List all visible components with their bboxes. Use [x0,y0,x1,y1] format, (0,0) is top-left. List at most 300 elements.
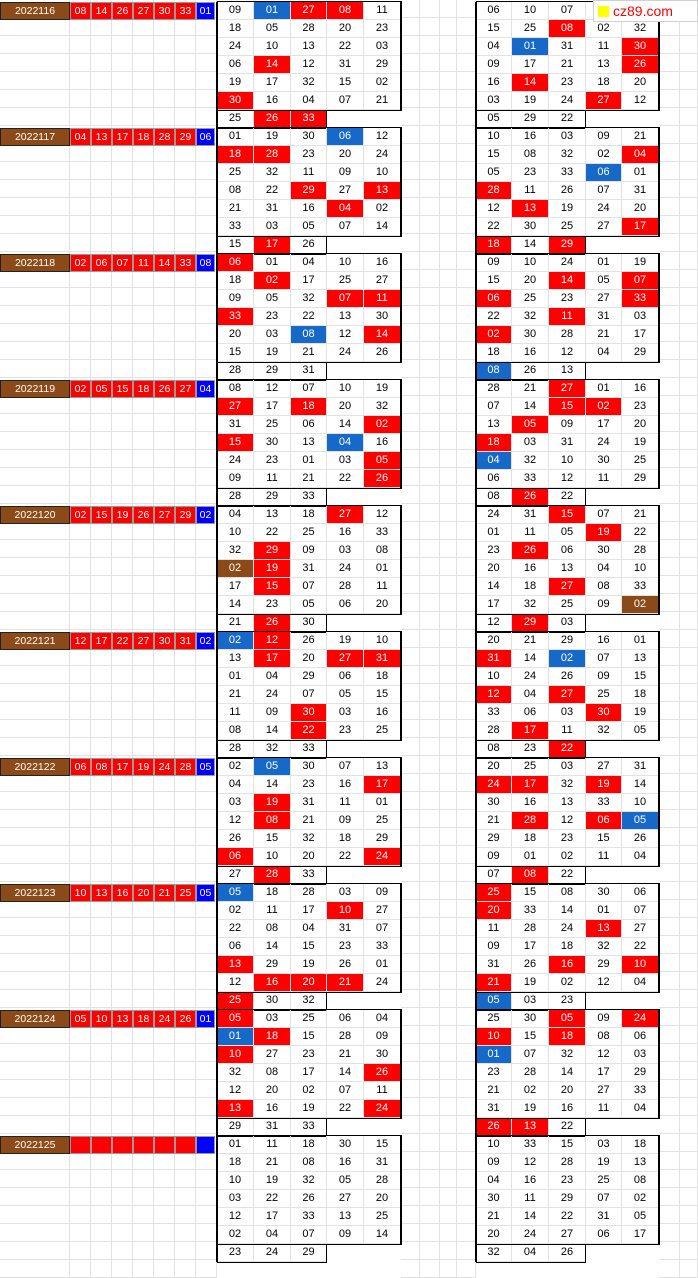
grid-cell [70,684,91,702]
grid-cell [0,36,70,54]
number-cell: 13 [512,1118,549,1136]
number-cell: 17 [364,776,401,794]
number-cell: 20 [291,848,327,866]
grid-cell [401,432,420,450]
grid-cell [154,432,175,450]
grid-cell [401,522,420,540]
grid-cell [0,990,70,1008]
number-cell: 06 [291,416,327,434]
number-cell: 28 [364,1172,401,1190]
grid-cell [659,162,680,180]
grid-cell [175,18,196,36]
number-cell: 19 [622,704,659,722]
number-cell: 21 [476,974,512,992]
number-cell: 30 [327,1136,364,1154]
grid-cell [196,270,217,288]
number-cell: 04 [476,1172,512,1190]
grid-cell [420,1188,440,1206]
grid-cell [70,270,91,288]
number-cell: 15 [217,344,254,362]
grid-cell [457,540,476,558]
number-cell: 08 [291,326,327,344]
grid-cell [133,936,154,954]
grid-line [658,758,660,866]
number-cell: 07 [327,290,364,308]
grid-line [476,1009,660,1010]
logo-square-icon [598,6,609,17]
grid-cell [196,1080,217,1098]
grid-cell [112,216,133,234]
grid-cell [440,1062,457,1080]
grid-cell [659,972,680,990]
grid-cell [680,342,698,360]
grid-cell [112,1242,133,1260]
grid-cell [175,936,196,954]
grid-cell [680,252,698,270]
grid-cell [133,450,154,468]
number-cell: 02 [622,596,659,614]
number-cell: 05 [622,1208,659,1226]
grid-cell [420,774,440,792]
grid-cell [0,108,70,126]
number-cell: 08 [476,362,512,380]
grid-cell [70,54,91,72]
grid-cell [91,1224,112,1242]
grid-cell [133,684,154,702]
grid-cell [91,792,112,810]
number-cell: 25 [549,218,586,236]
number-cell: 09 [586,128,622,146]
grid-cell [91,1170,112,1188]
grid-cell [401,1080,420,1098]
number-cell: 27 [586,1082,622,1100]
grid-cell [196,1224,217,1242]
number-cell: 19 [622,254,659,272]
number-cell: 20 [549,1082,586,1100]
number-cell: 27 [549,578,586,596]
number-cell: 33 [512,470,549,488]
grid-cell [401,288,420,306]
number-cell: 27 [586,290,622,308]
grid-cell [91,774,112,792]
grid-cell [91,954,112,972]
number-cell: 22 [291,308,327,326]
site-logo[interactable] [593,0,698,22]
number-cell: 20 [476,758,512,776]
number-cell: 03 [327,704,364,722]
number-cell: 25 [476,884,512,902]
number-cell: 24 [217,38,254,56]
number-cell: 33 [291,1208,327,1226]
grid-cell [420,972,440,990]
number-cell: 24 [622,1010,659,1028]
grid-cell [175,774,196,792]
number-cell: 04 [586,344,622,362]
number-cell: 23 [254,308,291,326]
number-cell: 26 [254,614,291,632]
grid-cell [0,342,70,360]
grid-cell [457,270,476,288]
grid-cell [420,576,440,594]
number-cell: 32 [549,146,586,164]
number-cell: 23 [476,1064,512,1082]
red-ball: 21 [154,884,175,902]
grid-cell [401,252,420,270]
grid-cell [154,900,175,918]
number-cell: 03 [512,434,549,452]
grid-cell [440,288,457,306]
red-ball: 06 [70,758,91,776]
grid-cell [196,684,217,702]
grid-cell [112,306,133,324]
number-cell: 27 [586,218,622,236]
grid-cell [401,630,420,648]
grid-cell [154,270,175,288]
number-cell: 22 [327,38,364,56]
grid-cell [420,324,440,342]
number-cell: 04 [291,920,327,938]
number-cell: 30 [217,92,254,110]
number-cell: 08 [217,182,254,200]
red-ball: 30 [154,2,175,20]
grid-cell [196,144,217,162]
grid-cell [175,954,196,972]
grid-cell [175,792,196,810]
grid-cell [133,558,154,576]
grid-cell [91,432,112,450]
grid-cell [154,1026,175,1044]
grid-cell [401,198,420,216]
number-cell: 06 [217,56,254,74]
grid-cell [70,1152,91,1170]
number-cell: 02 [217,758,254,776]
grid-cell [440,486,457,504]
grid-cell [680,1206,698,1224]
number-cell: 08 [254,1064,291,1082]
number-cell: 16 [549,1100,586,1118]
grid-cell [154,1224,175,1242]
number-cell: 27 [217,866,254,884]
grid-cell [659,1116,680,1134]
grid-cell [420,1008,440,1026]
grid-cell [457,1188,476,1206]
grid-cell [112,414,133,432]
number-cell: 33 [622,578,659,596]
grid-cell [401,234,420,252]
grid-cell [133,486,154,504]
blue-ball: 05 [196,758,215,776]
grid-cell [0,1080,70,1098]
grid-cell [440,720,457,738]
grid-cell [0,1116,70,1134]
grid-cell [659,702,680,720]
grid-cell [0,1044,70,1062]
grid-cell [175,72,196,90]
grid-line [217,1009,402,1010]
grid-cell [680,450,698,468]
number-cell: 20 [622,200,659,218]
number-cell: 01 [217,1136,254,1154]
grid-cell [420,180,440,198]
number-cell: 07 [476,398,512,416]
grid-cell [457,1134,476,1152]
grid-cell [659,648,680,666]
grid-cell [196,414,217,432]
number-cell: 24 [217,452,254,470]
grid-cell [420,918,440,936]
red-ball: 10 [91,1010,112,1028]
grid-cell [0,648,70,666]
grid-line [476,505,660,506]
grid-cell [175,396,196,414]
number-cell: 28 [291,20,327,38]
number-cell: 32 [254,740,291,758]
grid-cell [196,486,217,504]
grid-cell [401,324,420,342]
grid-cell [91,936,112,954]
number-cell: 16 [512,344,549,362]
grid-cell [401,720,420,738]
grid-cell [112,810,133,828]
grid-cell [440,1260,457,1278]
grid-cell [420,126,440,144]
number-cell: 09 [291,542,327,560]
grid-cell [680,846,698,864]
number-cell: 10 [622,560,659,578]
grid-cell [91,198,112,216]
grid-cell [457,792,476,810]
grid-cell [196,1260,217,1278]
number-cell: 29 [254,362,291,380]
grid-cell [70,1170,91,1188]
number-cell: 25 [217,992,254,1010]
grid-line [476,236,660,237]
grid-cell [154,1242,175,1260]
number-cell: 05 [327,1172,364,1190]
grid-cell [420,1242,440,1260]
number-cell: 20 [327,20,364,38]
grid-cell [0,540,70,558]
grid-cell [401,1260,420,1278]
number-cell: 28 [327,1028,364,1046]
number-cell: 13 [327,1208,364,1226]
number-cell: 27 [254,1046,291,1064]
number-cell: 12 [549,470,586,488]
number-cell: 32 [217,542,254,560]
grid-cell [70,972,91,990]
number-cell: 23 [512,164,549,182]
number-cell: 05 [364,452,401,470]
grid-cell [0,1062,70,1080]
grid-cell [175,540,196,558]
grid-cell [401,1044,420,1062]
grid-cell [70,216,91,234]
grid-line [326,614,327,632]
number-cell: 11 [476,920,512,938]
number-cell: 30 [512,218,549,236]
grid-cell [112,198,133,216]
grid-line [476,631,660,632]
grid-cell [196,1188,217,1206]
number-cell: 11 [364,1082,401,1100]
grid-line [658,254,660,362]
grid-cell [680,630,698,648]
grid-cell [175,486,196,504]
red-ball: 02 [70,380,91,398]
grid-cell [70,468,91,486]
grid-cell [680,972,698,990]
grid-cell [420,846,440,864]
number-cell: 14 [364,218,401,236]
number-cell: 32 [476,1244,512,1262]
number-cell: 23 [512,740,549,758]
grid-cell [0,774,70,792]
grid-cell [440,900,457,918]
number-cell: 17 [476,596,512,614]
number-cell: 14 [622,776,659,794]
grid-cell [420,450,440,468]
number-cell: 06 [217,938,254,956]
number-cell: 20 [476,902,512,920]
number-cell: 23 [549,290,586,308]
grid-cell [0,162,70,180]
grid-cell [659,828,680,846]
grid-cell [0,918,70,936]
grid-cell [457,234,476,252]
number-cell: 18 [549,938,586,956]
grid-cell [659,1098,680,1116]
number-cell: 10 [364,164,401,182]
grid-cell [0,1098,70,1116]
number-cell: 22 [476,218,512,236]
number-cell: 26 [512,362,549,380]
grid-line [476,1244,660,1245]
number-cell: 17 [254,650,291,668]
grid-cell [420,486,440,504]
number-cell: 02 [217,560,254,578]
grid-cell [401,54,420,72]
grid-cell [440,54,457,72]
grid-cell [112,1170,133,1188]
grid-cell [91,846,112,864]
grid-cell [457,162,476,180]
grid-line [476,757,660,758]
grid-cell [0,90,70,108]
number-cell: 09 [476,1154,512,1172]
grid-cell [680,756,698,774]
grid-cell [196,594,217,612]
grid-cell [196,936,217,954]
number-cell: 24 [586,434,622,452]
grid-line [217,505,402,506]
number-cell: 26 [476,1118,512,1136]
grid-cell [91,900,112,918]
number-cell: 15 [549,398,586,416]
grid-cell [112,1260,133,1278]
number-cell: 16 [622,380,659,398]
number-cell: 13 [291,38,327,56]
number-cell: 26 [512,956,549,974]
grid-cell [401,396,420,414]
grid-cell [154,774,175,792]
grid-cell [0,900,70,918]
grid-cell [154,1116,175,1134]
grid-cell [420,198,440,216]
number-cell: 29 [476,830,512,848]
grid-cell [420,378,440,396]
number-cell: 12 [622,92,659,110]
number-cell: 08 [217,722,254,740]
number-cell: 05 [254,290,291,308]
grid-cell [659,810,680,828]
grid-cell [154,810,175,828]
number-cell: 27 [364,272,401,290]
number-cell: 25 [327,272,364,290]
number-cell: 24 [254,686,291,704]
grid-cell [401,360,420,378]
grid-cell [0,702,70,720]
grid-cell [154,144,175,162]
number-cell: 32 [512,596,549,614]
number-cell: 33 [476,704,512,722]
grid-cell [70,360,91,378]
grid-cell [659,1260,680,1278]
number-cell: 24 [364,146,401,164]
grid-cell [420,594,440,612]
grid-cell [112,1026,133,1044]
grid-cell [91,396,112,414]
number-cell: 28 [291,884,327,902]
grid-cell [420,360,440,378]
grid-cell [196,918,217,936]
grid-cell [659,396,680,414]
grid-cell [196,1206,217,1224]
grid-cell [401,180,420,198]
grid-cell [457,252,476,270]
number-cell: 18 [327,830,364,848]
number-cell: 05 [622,812,659,830]
grid-cell [659,90,680,108]
number-cell: 09 [364,884,401,902]
number-cell: 05 [622,722,659,740]
grid-cell [175,558,196,576]
grid-cell [70,612,91,630]
grid-cell [175,918,196,936]
number-cell: 02 [586,398,622,416]
number-cell: 11 [364,2,401,20]
grid-cell [401,1008,420,1026]
number-cell: 12 [254,380,291,398]
number-cell: 30 [586,452,622,470]
red-ball: 17 [91,632,112,650]
number-cell: 12 [217,1082,254,1100]
number-cell: 27 [217,398,254,416]
number-cell: 15 [254,578,291,596]
number-cell: 21 [549,56,586,74]
grid-cell [196,828,217,846]
number-cell: 15 [364,686,401,704]
number-cell: 16 [476,74,512,92]
grid-cell [175,162,196,180]
grid-cell [133,522,154,540]
grid-cell [70,1080,91,1098]
number-cell: 27 [549,380,586,398]
grid-cell [0,432,70,450]
grid-cell [401,648,420,666]
grid-cell [659,342,680,360]
number-cell: 19 [512,92,549,110]
grid-cell [659,612,680,630]
